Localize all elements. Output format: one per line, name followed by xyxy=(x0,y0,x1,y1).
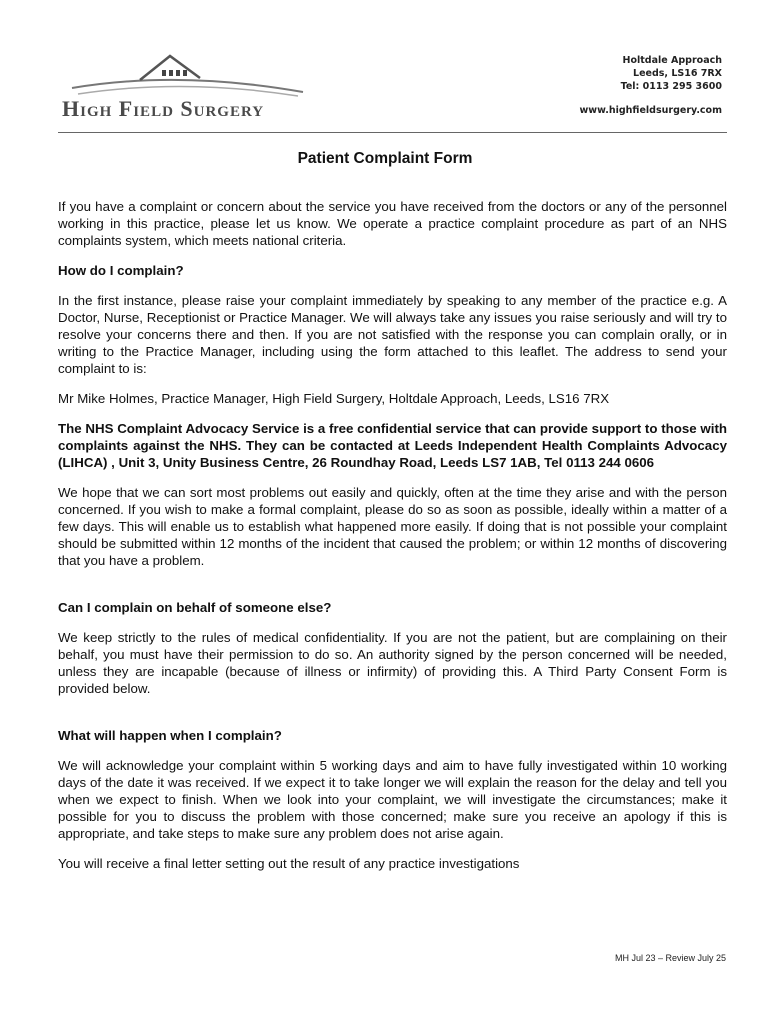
final-letter-paragraph: You will receive a final letter setting out the result of any practice investigations xyxy=(58,856,520,871)
behalf-paragraph: We keep strictly to the rules of medical confidentiality. If you are not the patient, but are complaining on their behalf, you must have their permission to do so. An authority signed by the person concerned will be needed, unless they are incapable (because of illness or infirmity) of providing this. A Third Party Consent Form is provided below. xyxy=(58,630,727,696)
timing-paragraph: We hope that we can sort most problems out easily and quickly, often at the time they arise and with the person concerned. If you wish to make a formal complaint, please do so as soon as possible, ideally within a matter of a few days. This will enable us to establish what happened more easily. If doing that is not possible your complaint should be submitted within 12 months of the incident that caused the problem; or within 12 months of discovering that you have a problem. xyxy=(58,485,727,568)
heading-how-to-complain: How do I complain? xyxy=(58,263,184,278)
happen-paragraph: We will acknowledge your complaint within 5 working days and aim to have fully investigated within 10 working days of the date it was received. If we expect it to take longer we will explain the reason for the delay and tell you when we expect to finish. When we look into your complaint, we will investigate the circumstances; make it possible for you to discuss the problem with those concerned; make sure you receive an apology if this is appropriate, and take steps to make sure any problem does not arise again. xyxy=(58,758,727,841)
address-line-1: Holtdale Approach xyxy=(622,55,722,66)
document-body xyxy=(58,198,727,872)
header-divider xyxy=(58,132,727,133)
intro-paragraph: If you have a complaint or concern about the service you have received from the doctors or any of the personnel working in this practice, please let us know. We operate a practice complaint procedure as part of an NHS complaints system, which meets national criteria. xyxy=(58,199,727,248)
practice-name: High Field Surgery xyxy=(62,96,265,121)
phone-number: Tel: 0113 295 3600 xyxy=(620,81,722,92)
practice-address xyxy=(580,54,722,117)
address-line-2: Leeds, LS16 7RX xyxy=(633,68,722,79)
heading-what-happens: What will happen when I complain? xyxy=(58,728,282,743)
advocacy-paragraph: The NHS Complaint Advocacy Service is a free confidential service that can provide support to those with complaints against the NHS. They can be contacted at Leeds Independent Health Complaints Advocacy (LIHCA) , Unit 3, Unity Business Centre, 26 Roundhay Road, Leeds LS7 1AB, Tel 0113 244 0606 xyxy=(58,421,727,470)
footer-revision: MH Jul 23 – Review July 25 xyxy=(614,953,726,963)
how-paragraph: In the first instance, please raise your complaint immediately by speaking to any member of the practice e.g. A Doctor, Nurse, Receptionist or Practice Manager. We will always take any issues you raise seriously and will try to resolve your concerns there and then. If you are not satisfied with the response you can complain orally, or in writing to the Practice Manager, including using the form attached to this leaflet. The address to send your complaint to is: xyxy=(58,293,727,376)
website-link[interactable]: www.highfieldsurgery.com xyxy=(579,105,722,116)
page-title: Patient Complaint Form xyxy=(297,150,473,167)
heading-behalf: Can I complain on behalf of someone else? xyxy=(58,600,332,615)
complaint-address: Mr Mike Holmes, Practice Manager, High Field Surgery, Holtdale Approach, Leeds, LS16 7RX xyxy=(58,391,610,406)
